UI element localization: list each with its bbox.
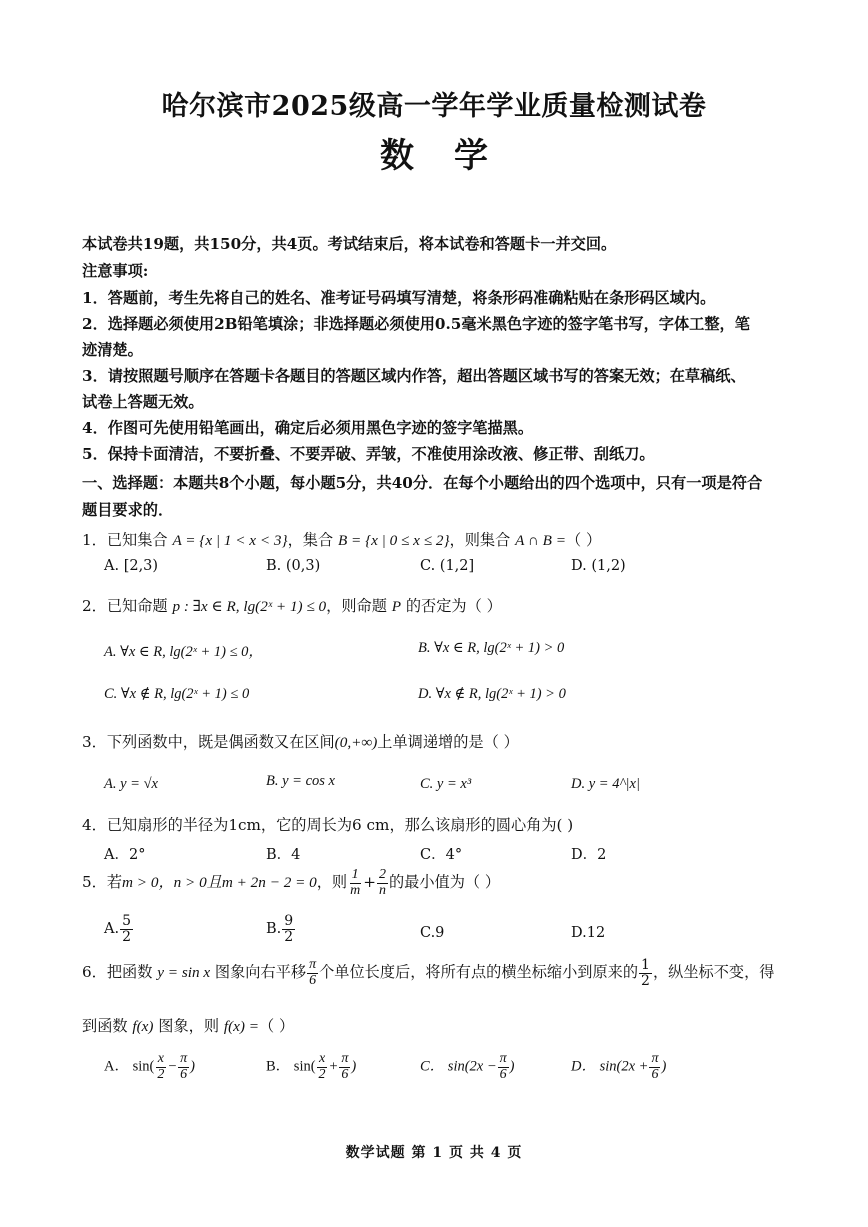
- question-6-stem-line2: 到函数 f(x) 图象，则 f(x) =（ ）: [82, 1017, 295, 1035]
- q1-option-c: C. (1,2]: [420, 558, 475, 574]
- notice-4: 4．作图可先使用铅笔画出，确定后必须用黑色字迹的签字笔描黑。: [82, 419, 534, 437]
- q1-option-a: A. [2,3): [104, 558, 159, 574]
- q1-option-b: B. (0,3): [266, 558, 321, 574]
- q2-option-d: D. ∀x ∉ R, lg(2ˣ + 1) > 0: [418, 686, 566, 702]
- notice-2: 2．选择题必须使用2B铅笔填涂；非选择题必须使用0.5毫米黑色字迹的签字笔书写，字体工整，笔: [82, 315, 750, 333]
- notice-heading: 注意事项:: [82, 262, 149, 280]
- notice-1: 1．答题前，考生先将自己的姓名、准考证号码填写清楚，将条形码准确粘贴在条形码区域内。: [82, 289, 716, 307]
- notice-2-cont: 迹清楚。: [82, 341, 143, 359]
- q4-option-a: A．2°: [104, 847, 146, 863]
- notice-5: 5．保持卡面清洁，不要折叠、不要弄破、弄皱，不准使用涂改液、修正带、刮纸刀。: [82, 445, 655, 463]
- q6-option-b: B． sin( $\frac{x}{2}$ + $\frac{\pi}{6}$ ): [266, 1051, 357, 1082]
- question-5-stem: 5．若m > 0，n > 0且m + 2n − 2 = 0，则 $\frac{1}{m}$ + $\frac{2}{n}$ 的最小值为（ ）: [82, 867, 501, 898]
- q5-option-a: A. $\frac{5}{2}$: [104, 913, 132, 945]
- q2-option-c: C. ∀x ∉ R, lg(2ˣ + 1) ≤ 0: [104, 686, 250, 702]
- question-4-stem: 4．已知扇形的半径为1cm，它的周长为6 cm，那么该扇形的圆心角为( ): [82, 816, 574, 834]
- question-2-stem: 2．已知命题 p : ∃x ∈ R, lg(2ˣ + 1) ≤ 0，则命题 P 的否定为（ ）: [82, 597, 502, 615]
- notice-3-cont: 试卷上答题无效。: [82, 393, 204, 411]
- q6-option-a: A． sin( $\frac{x}{2}$ − $\frac{\pi}{6}$ ): [104, 1051, 196, 1082]
- question-3-stem: 3．下列函数中，既是偶函数又在区间(0,+∞)上单调递增的是（ ）: [82, 733, 519, 751]
- q6-option-c: C． sin(2x − $\frac{\pi}{6}$ ): [420, 1051, 515, 1082]
- question-6-stem-line1: 6．把函数 y = sin x 图象向右平移 $\frac{\pi}{6}$ 个单位长度后，将所有点的横坐标缩小到原来的 $\frac{1}{2}$ ，纵坐标不变，得: [82, 957, 775, 989]
- q3-option-d: D. y = 4^|x|: [571, 776, 640, 792]
- q4-option-c: C．4°: [420, 847, 463, 863]
- q3-option-c: C. y = x³: [420, 776, 472, 792]
- q1-option-d: D. (1,2): [571, 558, 626, 574]
- question-1-stem: 1．已知集合 A = {x | 1 < x < 3}，集合 B = {x | 0 ≤ x ≤ 2}，则集合 A ∩ B =（ ）: [82, 531, 602, 549]
- q5-option-d: D.12: [571, 925, 606, 941]
- section1-heading: 一、选择题：本题共8个小题，每小题5分，共40分．在每个小题给出的四个选项中，只有一项是符合: [82, 474, 763, 492]
- q5-fraction-2: $\frac{2}{n}$: [378, 867, 386, 898]
- intro-text: 本试卷共19题，共150分，共4页。考试结束后，将本试卷和答题卡一并交回。: [82, 235, 617, 253]
- section1-heading-cont: 题目要求的．: [82, 501, 174, 519]
- q6-option-d: D． sin(2x + $\frac{\pi}{6}$ ): [571, 1051, 667, 1082]
- notice-3: 3．请按照题号顺序在答题卡各题目的答题区域内作答，超出答题区域书写的答案无效；在草稿纸、: [82, 367, 746, 385]
- q3-option-a: A. y = √x: [104, 776, 158, 792]
- q4-option-d: D．2: [571, 847, 607, 863]
- q3-option-b: B. y = cos x: [266, 773, 335, 789]
- exam-title: 哈尔滨市2025级高一学年学业质量检测试卷: [161, 91, 707, 122]
- subject-title: 数学: [380, 136, 528, 176]
- q5-fraction-1: $\frac{1}{m}$: [350, 867, 361, 898]
- q4-option-b: B．4: [266, 847, 301, 863]
- q2-option-a: A. ∀x ∈ R, lg(2ˣ + 1) ≤ 0，: [104, 644, 263, 660]
- page-footer: 数学试题 第 1 页 共 4 页: [345, 1145, 523, 1161]
- q2-option-b: B. ∀x ∈ R, lg(2ˣ + 1) > 0: [418, 640, 565, 656]
- q5-option-c: C.9: [420, 925, 445, 941]
- q5-option-b: B. $\frac{9}{2}$: [266, 913, 294, 945]
